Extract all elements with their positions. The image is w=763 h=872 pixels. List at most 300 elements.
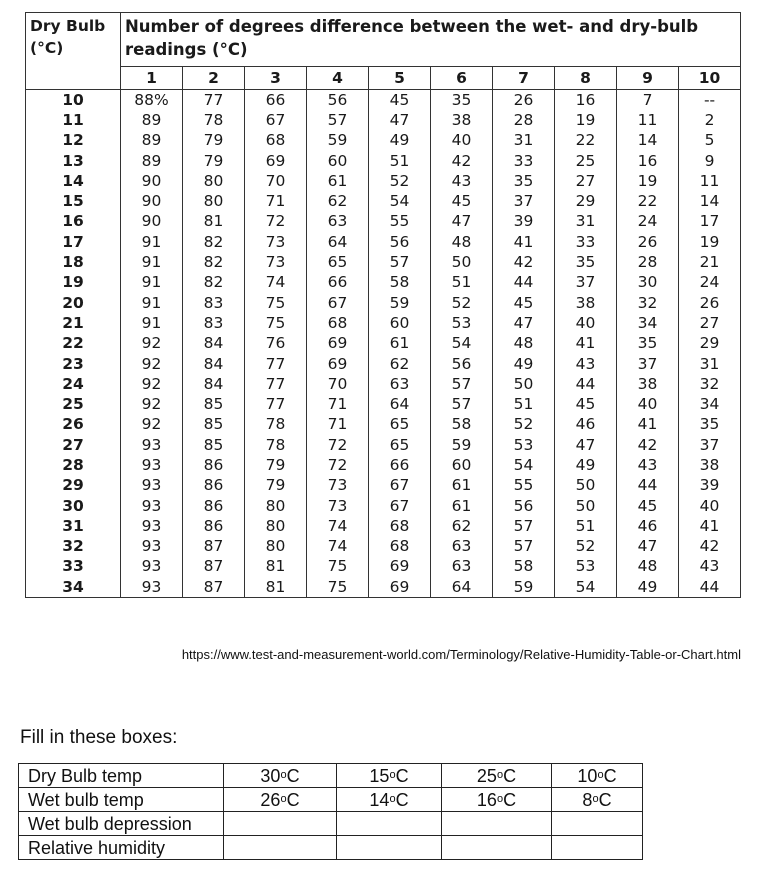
relative-humidity-table (25, 12, 741, 598)
unit-label: C (598, 790, 612, 810)
humidity-cell: 86 (183, 455, 245, 475)
humidity-cell: 93 (121, 557, 183, 577)
humidity-cell: 80 (183, 191, 245, 211)
humidity-cell: 73 (245, 232, 307, 252)
humidity-cell: 81 (245, 557, 307, 577)
dry-bulb-header: Dry Bulb (°C) (26, 13, 121, 90)
temperature-value: 30 (260, 766, 281, 786)
dry-bulb-cell: 25 (26, 394, 121, 414)
humidity-cell: 65 (369, 415, 431, 435)
humidity-cell: 77 (245, 394, 307, 414)
humidity-cell: 53 (493, 435, 555, 455)
humidity-cell: 84 (183, 334, 245, 354)
humidity-cell: 45 (369, 90, 431, 111)
humidity-cell: 41 (493, 232, 555, 252)
humidity-cell: 57 (431, 374, 493, 394)
table-row (26, 191, 741, 211)
humidity-cell: 52 (493, 415, 555, 435)
dry-bulb-cell: 20 (26, 293, 121, 313)
fill-value-cell (442, 788, 552, 812)
humidity-cell: 91 (121, 232, 183, 252)
fill-value-cell (224, 764, 337, 788)
dry-bulb-cell: 31 (26, 516, 121, 536)
humidity-cell: 68 (307, 313, 369, 333)
dry-bulb-cell: 32 (26, 537, 121, 557)
fill-row (19, 812, 643, 836)
degree-symbol: o (597, 769, 604, 781)
column-header: 1 (121, 67, 183, 90)
humidity-cell: 19 (555, 110, 617, 130)
humidity-cell: 50 (493, 374, 555, 394)
humidity-cell: 66 (369, 455, 431, 475)
humidity-cell: 82 (183, 273, 245, 293)
humidity-cell: 85 (183, 415, 245, 435)
fill-value-cell (224, 788, 337, 812)
humidity-cell: 40 (555, 313, 617, 333)
humidity-cell: 57 (431, 394, 493, 414)
humidity-cell: 72 (245, 212, 307, 232)
humidity-cell: 93 (121, 476, 183, 496)
humidity-cell: 92 (121, 415, 183, 435)
humidity-cell: 93 (121, 516, 183, 536)
temperature-value: 8 (582, 790, 593, 810)
humidity-cell: 86 (183, 496, 245, 516)
humidity-cell: 27 (679, 313, 741, 333)
humidity-cell: 40 (617, 394, 679, 414)
humidity-cell: 57 (369, 252, 431, 272)
humidity-cell: 60 (369, 313, 431, 333)
humidity-cell: 67 (369, 496, 431, 516)
humidity-cell: 53 (431, 313, 493, 333)
humidity-cell: 73 (245, 252, 307, 272)
humidity-cell: 63 (307, 212, 369, 232)
humidity-cell: 81 (183, 212, 245, 232)
humidity-cell: 78 (245, 435, 307, 455)
dry-bulb-cell: 27 (26, 435, 121, 455)
table-row (26, 415, 741, 435)
humidity-cell: 67 (307, 293, 369, 313)
humidity-cell: 62 (431, 516, 493, 536)
fill-in-table (18, 763, 643, 860)
unit-label: C (603, 766, 617, 786)
humidity-cell: 38 (617, 374, 679, 394)
degree-symbol: o (389, 793, 396, 805)
humidity-cell: 87 (183, 537, 245, 557)
humidity-cell: 49 (555, 455, 617, 475)
humidity-cell: 43 (679, 557, 741, 577)
humidity-cell: 56 (369, 232, 431, 252)
dry-bulb-cell: 11 (26, 110, 121, 130)
humidity-cell: 14 (617, 131, 679, 151)
dry-bulb-cell: 29 (26, 476, 121, 496)
dry-bulb-cell: 33 (26, 557, 121, 577)
table-row (26, 212, 741, 232)
unit-label: C (503, 790, 517, 810)
dry-bulb-cell: 28 (26, 455, 121, 475)
humidity-cell: 28 (493, 110, 555, 130)
humidity-cell: 75 (245, 293, 307, 313)
humidity-cell: 69 (369, 557, 431, 577)
fill-value-cell (337, 788, 442, 812)
humidity-cell: 56 (431, 354, 493, 374)
humidity-cell: 17 (679, 212, 741, 232)
humidity-cell: 79 (245, 455, 307, 475)
humidity-cell: 34 (679, 394, 741, 414)
humidity-cell: 83 (183, 293, 245, 313)
table-row (26, 293, 741, 313)
humidity-cell: 37 (493, 191, 555, 211)
humidity-cell: 75 (307, 577, 369, 598)
temperature-value: 15 (369, 766, 390, 786)
humidity-cell: 43 (617, 455, 679, 475)
humidity-cell: 61 (369, 334, 431, 354)
humidity-cell: 93 (121, 537, 183, 557)
humidity-cell: 35 (431, 90, 493, 111)
column-header: 10 (679, 67, 741, 90)
humidity-cell: 69 (369, 577, 431, 598)
table-row (26, 273, 741, 293)
fill-value-cell (552, 764, 643, 788)
humidity-cell: 42 (431, 151, 493, 171)
table-row (26, 374, 741, 394)
humidity-cell: 40 (431, 131, 493, 151)
temperature-value: 14 (369, 790, 390, 810)
humidity-cell: 91 (121, 293, 183, 313)
humidity-cell: 25 (555, 151, 617, 171)
humidity-cell: 37 (679, 435, 741, 455)
humidity-cell: 32 (679, 374, 741, 394)
table-row (26, 455, 741, 475)
humidity-cell: 80 (183, 171, 245, 191)
humidity-cell: 70 (245, 171, 307, 191)
humidity-cell: 80 (245, 537, 307, 557)
humidity-cell: 29 (679, 334, 741, 354)
humidity-cell: 69 (307, 334, 369, 354)
humidity-cell: 41 (679, 516, 741, 536)
fill-answer-box[interactable] (337, 812, 442, 836)
humidity-cell: 52 (431, 293, 493, 313)
unit-label: C (395, 766, 409, 786)
humidity-cell: 54 (431, 334, 493, 354)
humidity-cell: 19 (617, 171, 679, 191)
humidity-cell: 91 (121, 273, 183, 293)
humidity-cell: 41 (555, 334, 617, 354)
column-header: 5 (369, 67, 431, 90)
humidity-cell: 69 (307, 354, 369, 374)
table-row (26, 394, 741, 414)
table-row (26, 334, 741, 354)
humidity-cell: 22 (617, 191, 679, 211)
table-row (26, 232, 741, 252)
humidity-cell: 93 (121, 577, 183, 598)
humidity-cell: 45 (555, 394, 617, 414)
humidity-cell: 42 (617, 435, 679, 455)
humidity-cell: 34 (617, 313, 679, 333)
humidity-cell: 92 (121, 334, 183, 354)
humidity-cell: 24 (617, 212, 679, 232)
humidity-cell: 86 (183, 516, 245, 536)
humidity-cell: 14 (679, 191, 741, 211)
humidity-cell: 37 (555, 273, 617, 293)
fill-answer-box[interactable] (442, 812, 552, 836)
degree-symbol: o (389, 769, 396, 781)
degree-symbol: o (496, 793, 504, 805)
humidity-cell: 26 (679, 293, 741, 313)
humidity-cell: 35 (617, 334, 679, 354)
humidity-cell: 31 (555, 212, 617, 232)
dry-bulb-cell: 34 (26, 577, 121, 598)
humidity-cell: 65 (369, 435, 431, 455)
humidity-cell: 43 (431, 171, 493, 191)
humidity-cell: 68 (369, 537, 431, 557)
humidity-cell: 50 (555, 496, 617, 516)
humidity-cell: 54 (369, 191, 431, 211)
table-row (26, 496, 741, 516)
fill-answer-box[interactable] (337, 836, 442, 860)
humidity-cell: 78 (183, 110, 245, 130)
table-row (26, 537, 741, 557)
source-url: https://www.test-and-measurement-world.com/Terminology/Relative-Humidity-Table-or-Chart.html (181, 647, 741, 662)
dry-bulb-cell: 15 (26, 191, 121, 211)
dry-bulb-cell: 14 (26, 171, 121, 191)
humidity-cell: 32 (617, 293, 679, 313)
humidity-cell: 56 (493, 496, 555, 516)
humidity-cell: 31 (493, 131, 555, 151)
humidity-cell: 7 (617, 90, 679, 111)
humidity-cell: 77 (183, 90, 245, 111)
humidity-cell: 45 (493, 293, 555, 313)
humidity-cell: 24 (679, 273, 741, 293)
humidity-cell: 39 (493, 212, 555, 232)
humidity-cell: 48 (431, 232, 493, 252)
column-header: 4 (307, 67, 369, 90)
table-row (26, 171, 741, 191)
humidity-cell: 51 (431, 273, 493, 293)
humidity-cell: 93 (121, 455, 183, 475)
humidity-cell: 59 (493, 577, 555, 598)
fill-value-cell (337, 764, 442, 788)
humidity-cell: 59 (431, 435, 493, 455)
humidity-cell: 65 (307, 252, 369, 272)
fill-answer-box[interactable] (224, 836, 337, 860)
humidity-cell: 85 (183, 394, 245, 414)
column-header: 9 (617, 67, 679, 90)
humidity-cell: 92 (121, 374, 183, 394)
humidity-cell: 71 (245, 191, 307, 211)
table-row (26, 354, 741, 374)
humidity-cell: 56 (307, 90, 369, 111)
column-header: 2 (183, 67, 245, 90)
humidity-cell: 11 (617, 110, 679, 130)
degree-symbol: o (592, 793, 599, 805)
humidity-cell: 76 (245, 334, 307, 354)
humidity-cell: 80 (245, 516, 307, 536)
humidity-cell: 35 (555, 252, 617, 272)
humidity-cell: 26 (617, 232, 679, 252)
humidity-cell: 58 (431, 415, 493, 435)
humidity-cell: 68 (369, 516, 431, 536)
table-body (26, 90, 741, 598)
unit-label: C (503, 766, 517, 786)
humidity-cell: 59 (307, 131, 369, 151)
humidity-cell: 57 (307, 110, 369, 130)
humidity-cell: 2 (679, 110, 741, 130)
humidity-cell: 55 (493, 476, 555, 496)
degree-symbol: o (496, 769, 504, 781)
column-header: 8 (555, 67, 617, 90)
humidity-cell: 67 (369, 476, 431, 496)
humidity-cell: 90 (121, 171, 183, 191)
humidity-cell: 57 (493, 516, 555, 536)
table-row (26, 557, 741, 577)
humidity-cell: 82 (183, 232, 245, 252)
humidity-cell: 92 (121, 354, 183, 374)
humidity-cell: 74 (307, 516, 369, 536)
humidity-cell: 78 (245, 415, 307, 435)
dry-bulb-cell: 10 (26, 90, 121, 111)
humidity-cell: 16 (617, 151, 679, 171)
humidity-cell: 81 (245, 577, 307, 598)
humidity-cell: 89 (121, 110, 183, 130)
humidity-cell: 91 (121, 313, 183, 333)
dry-bulb-cell: 30 (26, 496, 121, 516)
humidity-cell: 73 (307, 496, 369, 516)
humidity-cell: 63 (431, 557, 493, 577)
humidity-cell: 90 (121, 191, 183, 211)
humidity-cell: 47 (617, 537, 679, 557)
humidity-cell: 77 (245, 354, 307, 374)
dry-bulb-cell: 17 (26, 232, 121, 252)
humidity-cell: 79 (183, 151, 245, 171)
humidity-cell: 39 (679, 476, 741, 496)
dry-bulb-cell: 19 (26, 273, 121, 293)
humidity-cell: 67 (245, 110, 307, 130)
humidity-cell: 47 (555, 435, 617, 455)
humidity-cell: 21 (679, 252, 741, 272)
column-header: 3 (245, 67, 307, 90)
humidity-cell: 38 (679, 455, 741, 475)
humidity-cell: 9 (679, 151, 741, 171)
unit-label: C (286, 790, 300, 810)
humidity-cell: 44 (493, 273, 555, 293)
temperature-value: 16 (476, 790, 497, 810)
humidity-cell: 79 (183, 131, 245, 151)
table-row (26, 90, 741, 111)
humidity-cell: 59 (369, 293, 431, 313)
humidity-cell: 64 (307, 232, 369, 252)
humidity-cell: 54 (555, 577, 617, 598)
humidity-cell: 44 (555, 374, 617, 394)
humidity-cell: 64 (369, 394, 431, 414)
humidity-cell: 51 (493, 394, 555, 414)
humidity-cell: 29 (555, 191, 617, 211)
humidity-cell: 48 (493, 334, 555, 354)
humidity-cell: 11 (679, 171, 741, 191)
humidity-cell: 26 (493, 90, 555, 111)
table-row (26, 435, 741, 455)
humidity-cell: 52 (369, 171, 431, 191)
humidity-cell: 50 (555, 476, 617, 496)
humidity-cell: 44 (679, 577, 741, 598)
humidity-cell: 70 (307, 374, 369, 394)
table-title: Number of degrees difference between the wet- and dry-bulb readings (°C) (121, 13, 741, 67)
humidity-cell: 31 (679, 354, 741, 374)
humidity-cell: 47 (493, 313, 555, 333)
humidity-cell: 33 (555, 232, 617, 252)
humidity-cell: 89 (121, 131, 183, 151)
humidity-cell: 46 (617, 516, 679, 536)
humidity-cell: 73 (307, 476, 369, 496)
humidity-cell: 84 (183, 374, 245, 394)
humidity-cell: 35 (493, 171, 555, 191)
humidity-cell: 40 (679, 496, 741, 516)
humidity-cell: 63 (431, 537, 493, 557)
humidity-cell: 44 (617, 476, 679, 496)
humidity-cell: 62 (369, 354, 431, 374)
humidity-cell: 35 (679, 415, 741, 435)
unit-label: C (395, 790, 409, 810)
dry-bulb-cell: 23 (26, 354, 121, 374)
humidity-cell: 60 (431, 455, 493, 475)
table-row (26, 577, 741, 598)
humidity-cell: 45 (431, 191, 493, 211)
dry-bulb-cell: 22 (26, 334, 121, 354)
humidity-cell: 63 (369, 374, 431, 394)
humidity-cell: 45 (617, 496, 679, 516)
humidity-cell: -- (679, 90, 741, 111)
fill-answer-box[interactable] (442, 836, 552, 860)
fill-prompt: Fill in these boxes: (20, 727, 178, 748)
humidity-cell: 33 (493, 151, 555, 171)
humidity-cell: 52 (555, 537, 617, 557)
dry-bulb-cell: 12 (26, 131, 121, 151)
table-row (26, 476, 741, 496)
fill-row (19, 788, 643, 812)
humidity-cell: 51 (369, 151, 431, 171)
dry-bulb-cell: 13 (26, 151, 121, 171)
temperature-value: 10 (577, 766, 598, 786)
humidity-cell: 61 (307, 171, 369, 191)
humidity-cell: 86 (183, 476, 245, 496)
humidity-cell: 22 (555, 131, 617, 151)
dry-bulb-cell: 16 (26, 212, 121, 232)
humidity-cell: 87 (183, 577, 245, 598)
fill-answer-box[interactable] (552, 836, 643, 860)
humidity-cell: 90 (121, 212, 183, 232)
humidity-cell: 93 (121, 435, 183, 455)
fill-answer-box[interactable] (224, 812, 337, 836)
humidity-cell: 68 (245, 131, 307, 151)
temperature-value: 25 (476, 766, 497, 786)
dry-bulb-cell: 18 (26, 252, 121, 272)
humidity-cell: 62 (307, 191, 369, 211)
fill-answer-box[interactable] (552, 812, 643, 836)
fill-row-label: Dry Bulb temp (19, 764, 224, 788)
table-row (26, 252, 741, 272)
humidity-cell: 48 (617, 557, 679, 577)
humidity-cell: 49 (369, 131, 431, 151)
humidity-cell: 89 (121, 151, 183, 171)
humidity-cell: 93 (121, 496, 183, 516)
table-row (26, 313, 741, 333)
humidity-cell: 66 (245, 90, 307, 111)
humidity-cell: 82 (183, 252, 245, 272)
fill-row-label: Relative humidity (19, 836, 224, 860)
humidity-cell: 51 (555, 516, 617, 536)
humidity-cell: 71 (307, 415, 369, 435)
humidity-cell: 75 (307, 557, 369, 577)
humidity-cell: 49 (493, 354, 555, 374)
